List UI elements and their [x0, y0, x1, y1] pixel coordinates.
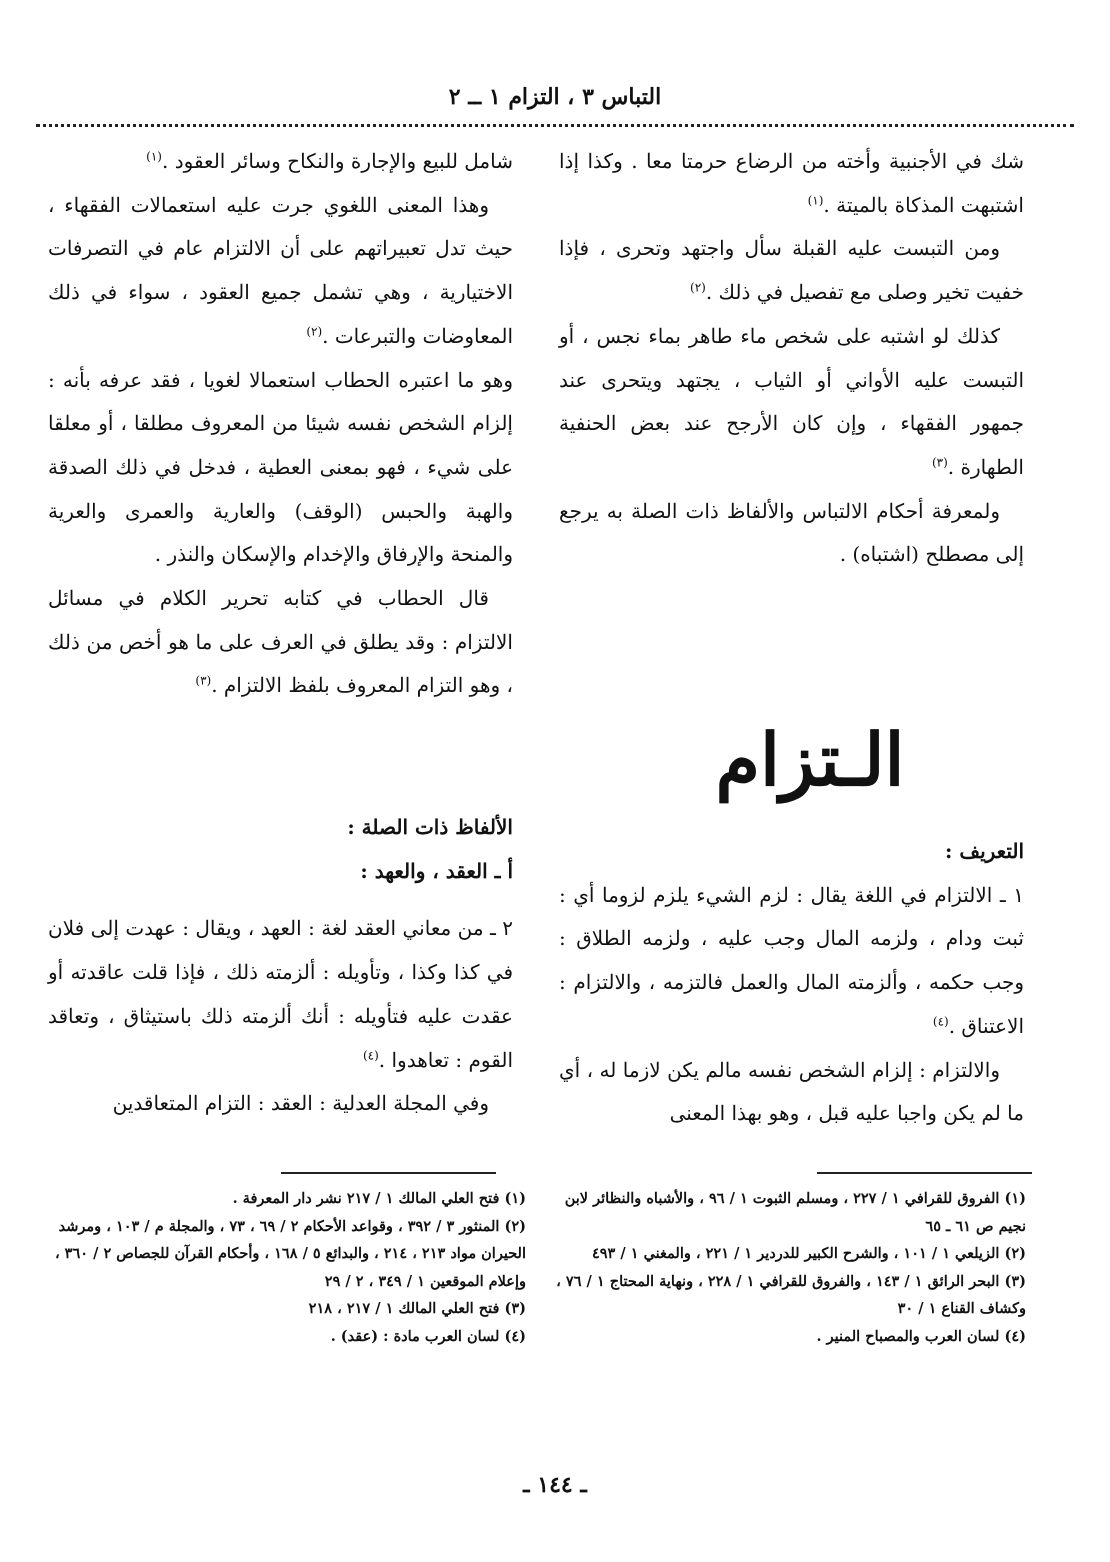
paragraph: شك في الأجنبية وأخته من الرضاع حرمتا معا . وكذا إذا اشتبهت المذكاة بالميتة .$^{(١)}$ — [559, 149, 1024, 217]
footnote-rule-left — [281, 1172, 496, 1174]
paragraph: ولمعرفة أحكام الالتباس والألفاظ ذات الصلة به يرجع إلى مصطلح (اشتباه) . — [559, 498, 1024, 567]
footnote: (١) الفروق للقرافي ١ / ٢٢٧ ، ومسلم الثبوت ١ / ٩٦ ، والأشباه والنظائر لابن نجيم ص ٦١ ـ ٦٥ — [564, 1190, 1026, 1235]
sub-heading: أ ـ العقد ، والعهد : — [360, 858, 513, 883]
footnote-mark: (١) — [807, 193, 824, 208]
footnote: (٢) الزيلعي ١ / ١٠١ ، والشرح الكبير للدردير ١ / ٢٢١ ، والمغني ١ / ٤٩٣ — [591, 1245, 1026, 1262]
footnotes-left — [46, 1185, 526, 1350]
footnote-mark: (٣) — [931, 455, 948, 470]
footnote-mark: (١) — [146, 149, 162, 164]
footnotes-right — [546, 1185, 1026, 1350]
paragraph: وفي المجلة العدلية : العقد : التزام المتعاقدين — [112, 1091, 489, 1116]
footnote: (١) فتح العلي المالك ١ / ٢١٧ نشر دار المعرفة . — [232, 1190, 526, 1207]
footnote-mark: (٣) — [195, 673, 212, 688]
paragraph: قال الحطاب في كتابه تحرير الكلام في مسائل الالتزام : وقد يطلق في العرف على ما هو أخص من ذلك ، وهو التزام المعروف بلفظ الالتزام .$^{(٣)}$ — [48, 586, 513, 698]
paragraph: ومن التبست عليه القبلة سأل واجتهد وتحرى ، فإذا خفيت تخير وصلى مع تفصيل في ذلك .$^{(٢)}$ — [559, 236, 1024, 305]
paragraph: وهو ما اعتبره الحطاب استعمالا لغويا ، فقد عرفه بأنه : إلزام الشخص نفسه شيئا من المعروف مطلقا ، أو معلقا على شيء ، فهو بمعنى العطية ، فدخل في ذلك الصدقة والهبة والحبس (الوقف) والعارية والعمرى والعرية والمنحة والإرفاق والإخدام والإسكان والنذر . — [48, 367, 513, 567]
paragraph: كذلك لو اشتبه على شخص ماء طاهر بماء نجس ، أو التبست عليه الأواني أو الثياب ، يجتهد ويتحرى عند جمهور الفقهاء ، وإن كان الأرجح عند بعض الحنفية الطهارة .$^{(٣)}$ — [559, 323, 1024, 479]
footnote-mark: (٤) — [362, 1047, 379, 1062]
paragraph: ١ ـ الالتزام في اللغة يقال : لزم الشيء يلزم لزوما أي : ثبت ودام ، ولزمه المال وجب عليه ، ولزمه الطلاق : وجب حكمه ، وألزمته المال والعمل فالتزمه ، والالتزام : الاعتناق .$^{(٤)}$ — [559, 882, 1024, 1038]
definition-heading: التعريف : — [945, 839, 1024, 863]
footnote: (٣) البحر الرائق ١ / ١٤٣ ، والفروق للقرافي ١ / ٢٢٨ ، ونهاية المحتاج ١ / ٧٦ ، وكشاف القناع ١ / ٣٠ — [556, 1272, 1026, 1317]
related-terms-section — [48, 806, 513, 1126]
footnote: (٣) فتح العلي المالك ١ / ٢١٧ ، ٢١٨ — [308, 1300, 526, 1317]
paragraph: شامل للبيع والإجارة والنكاح وسائر العقود .$^{(١)}$ — [146, 149, 513, 173]
footnote: (٤) لسان العرب مادة : (عقد) . — [330, 1327, 526, 1345]
header-dotted-rule — [36, 124, 1074, 127]
footnote-mark: (٤) — [932, 1014, 949, 1029]
running-header: التباس ٣ ، التزام ١ ــ ٢ — [448, 84, 662, 110]
page-number: ـ ١٤٤ ـ — [523, 1472, 587, 1498]
footnote-mark: (٢) — [306, 324, 323, 339]
paragraph: والالتزام : إلزام الشخص نفسه مالم يكن لازما له ، أي ما لم يكن واجبا عليه قبل ، وهو بهذا المعنى — [559, 1057, 1024, 1126]
definition-section — [559, 830, 1024, 1136]
footnote-mark: (٢) — [690, 280, 706, 295]
related-terms-heading: الألفاظ ذات الصلة : — [347, 815, 513, 839]
left-column — [48, 140, 513, 708]
footnote-rule-right — [817, 1172, 1032, 1174]
paragraph: وهذا المعنى اللغوي جرت عليه استعمالات الفقهاء ، حيث تدل تعبيراتهم على أن الالتزام عام في التصرفات الاختيارية ، وهي تشمل جميع العقود ، سواء في ذلك المعاوضات والتبرعات .$^{(٢)}$ — [48, 192, 513, 348]
footnote: (٢) المنثور ٣ / ٣٩٢ ، وقواعد الأحكام ٢ / ٦٩ ، ٧٣ ، والمجلة م / ١٠٣ ، ومرشد الحيران مواد ٢١٣ ، ٢١٤ ، والبدائع ٥ / ١٦٨ ، وأحكام القرآن للجصاص ٢ / ٣٦٠ ، وإعلام الموقعين ١ / ٣٤٩ ، ٢ / ٢٩ — [54, 1217, 526, 1290]
entry-title: الـتزام — [715, 717, 905, 802]
paragraph: ٢ ـ من معاني العقد لغة : العهد ، ويقال : عهدت إلى فلان في كذا وكذا ، وتأويله : ألزمته ذلك ، فإذا قلت عاقدته أو عقدت عليه فتأويله : أنك ألزمته ذلك باستيثاق ، وتعاقد القوم : تعاهدوا .$^{(٤)}$ — [48, 916, 513, 1072]
right-column — [559, 140, 1024, 577]
footnote: (٤) لسان العرب والمصباح المنير . — [816, 1327, 1026, 1345]
